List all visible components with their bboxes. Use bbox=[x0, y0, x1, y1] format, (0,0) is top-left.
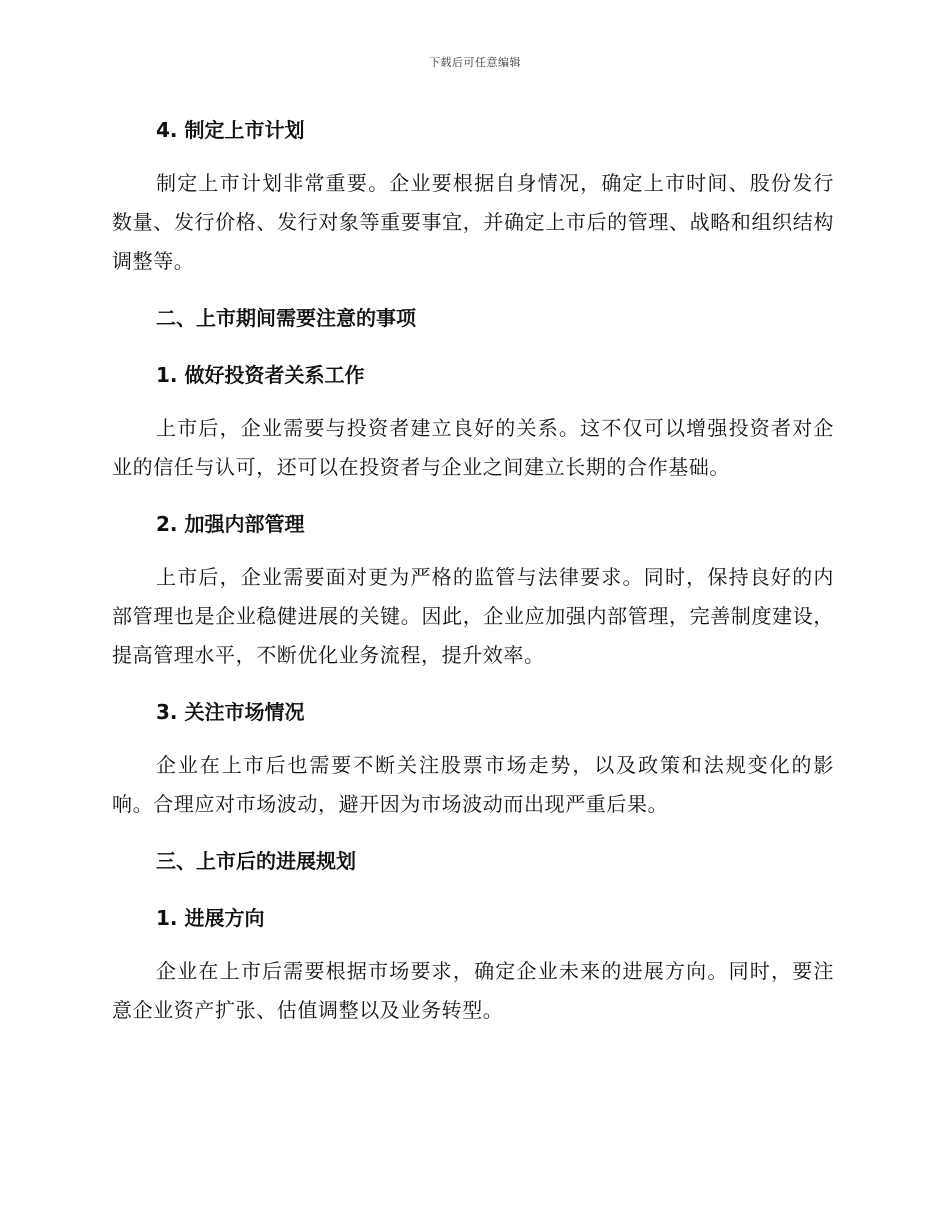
section-heading-investor-relations: 1. 做好投资者关系工作 bbox=[156, 363, 365, 387]
chapter-heading-development-plan: 三、上市后的进展规划 bbox=[156, 849, 356, 873]
paragraph-plan: 制定上市计划非常重要。企业要根据自身情况，确定上市时间、股份发行数量、发行价格、发行对象等重要事宜，并确定上市后的管理、战略和组织结构调整等。 bbox=[112, 171, 834, 273]
section-heading-market-conditions: 3. 关注市场情况 bbox=[156, 700, 305, 724]
section-heading-plan: 4. 制定上市计划 bbox=[156, 118, 305, 142]
section-heading-development-direction: 1. 进展方向 bbox=[156, 906, 265, 930]
paragraph-market-conditions: 企业在上市后也需要不断关注股票市场走势，以及政策和法规变化的影响。合理应对市场波动，避开因为市场波动而出现严重后果。 bbox=[112, 753, 834, 816]
section-heading-internal-management: 2. 加强内部管理 bbox=[156, 512, 305, 536]
page-header: 下载后可任意编辑 bbox=[429, 56, 521, 69]
document-body bbox=[112, 110, 834, 1030]
paragraph-investor-relations: 上市后，企业需要与投资者建立良好的关系。这不仅可以增强投资者对企业的信任与认可，还可以在投资者与企业之间建立长期的合作基础。 bbox=[112, 416, 834, 479]
chapter-heading-listing-period: 二、上市期间需要注意的事项 bbox=[156, 306, 416, 330]
paragraph-development-direction: 企业在上市后需要根据市场要求，确定企业未来的进展方向。同时，要注意企业资产扩张、估值调整以及业务转型。 bbox=[112, 959, 834, 1022]
paragraph-internal-management: 上市后，企业需要面对更为严格的监管与法律要求。同时，保持良好的内部管理也是企业稳健进展的关键。因此，企业应加强内部管理，完善制度建设，提高管理水平，不断优化业务流程，提升效率。 bbox=[112, 565, 834, 667]
